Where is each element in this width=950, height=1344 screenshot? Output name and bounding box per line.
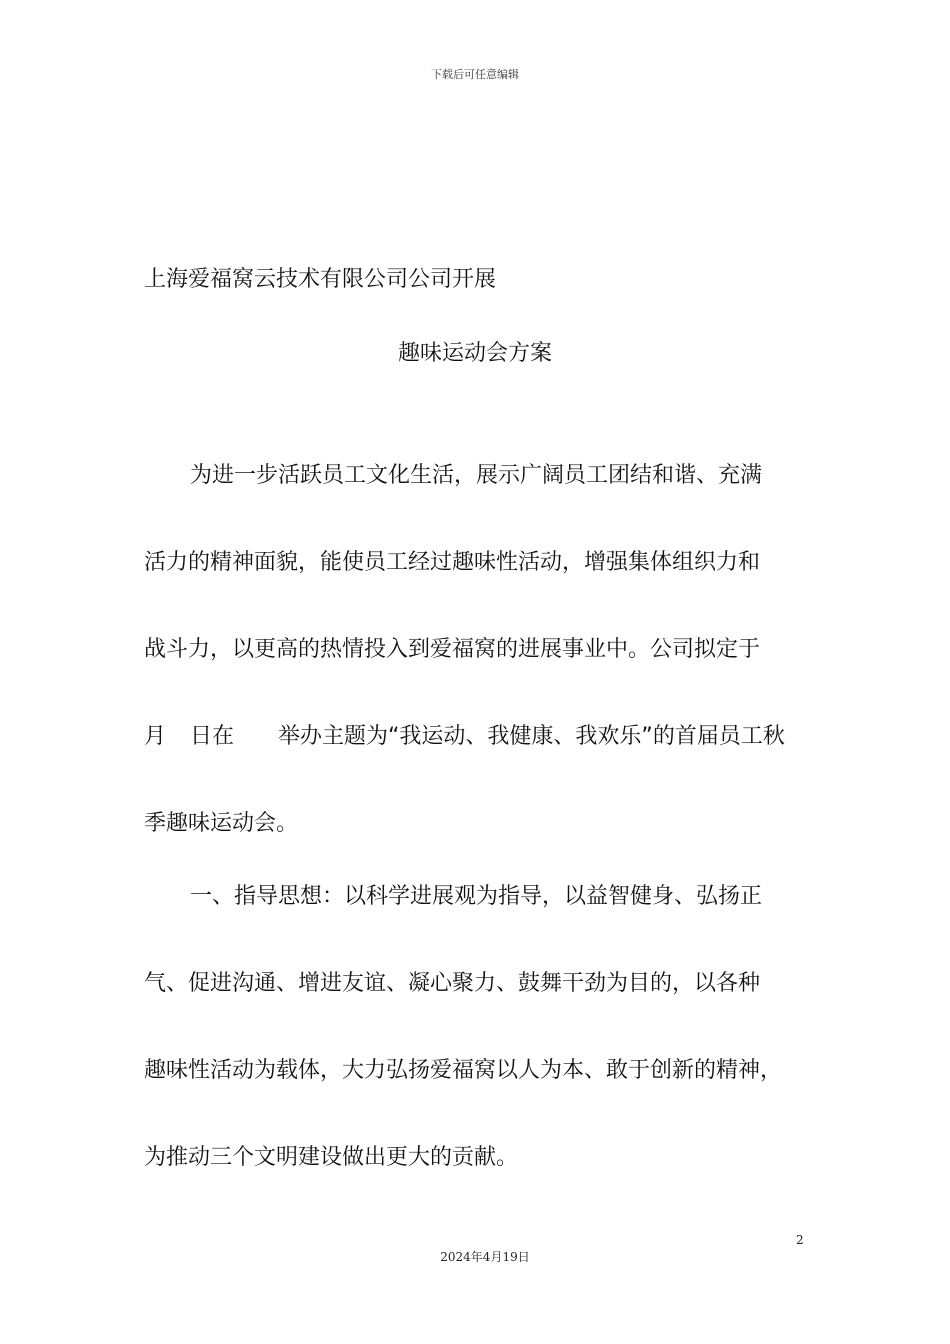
document-title: 上海爱福窝云技术有限公司公司开展 bbox=[144, 267, 497, 292]
header-note: 下载后可任意编辑 bbox=[431, 68, 519, 81]
section1-line-2: 气、促进沟通、增进友谊、凝心聚力、鼓舞干劲为目的，以各种 bbox=[144, 971, 761, 996]
document-subtitle: 趣味运动会方案 bbox=[397, 341, 552, 366]
intro-line-1: 为进一步活跃员工文化生活，展示广阔员工团结和谐、充满 bbox=[190, 463, 763, 488]
event-month-label: 月 bbox=[144, 724, 167, 749]
intro-line-3: 战斗力，以更高的热情投入到爱福窝的进展事业中。公司拟定于 bbox=[144, 637, 761, 662]
page-number: 2 bbox=[796, 1233, 804, 1247]
footer-date: 2024年4月19日 bbox=[440, 1250, 530, 1264]
section1-line-4: 为推动三个文明建设做出更大的贡献。 bbox=[144, 1145, 519, 1170]
event-day-label: 日在 bbox=[190, 724, 235, 749]
intro-line-4 bbox=[144, 719, 785, 750]
intro-line-5: 季趣味运动会。 bbox=[144, 811, 299, 836]
event-theme-text: 举办主题为“我运动、我健康、我欢乐”的首届员工秋 bbox=[278, 724, 785, 749]
section1-line-3: 趣味性活动为载体，大力弘扬爱福窝以人为本、敢于创新的精神， bbox=[144, 1058, 783, 1083]
section1-line-1: 一、指导思想：以科学进展观为指导，以益智健身、弘扬正 bbox=[190, 884, 763, 909]
intro-line-2: 活力的精神面貌，能使员工经过趣味性活动，增强集体组织力和 bbox=[144, 550, 761, 575]
